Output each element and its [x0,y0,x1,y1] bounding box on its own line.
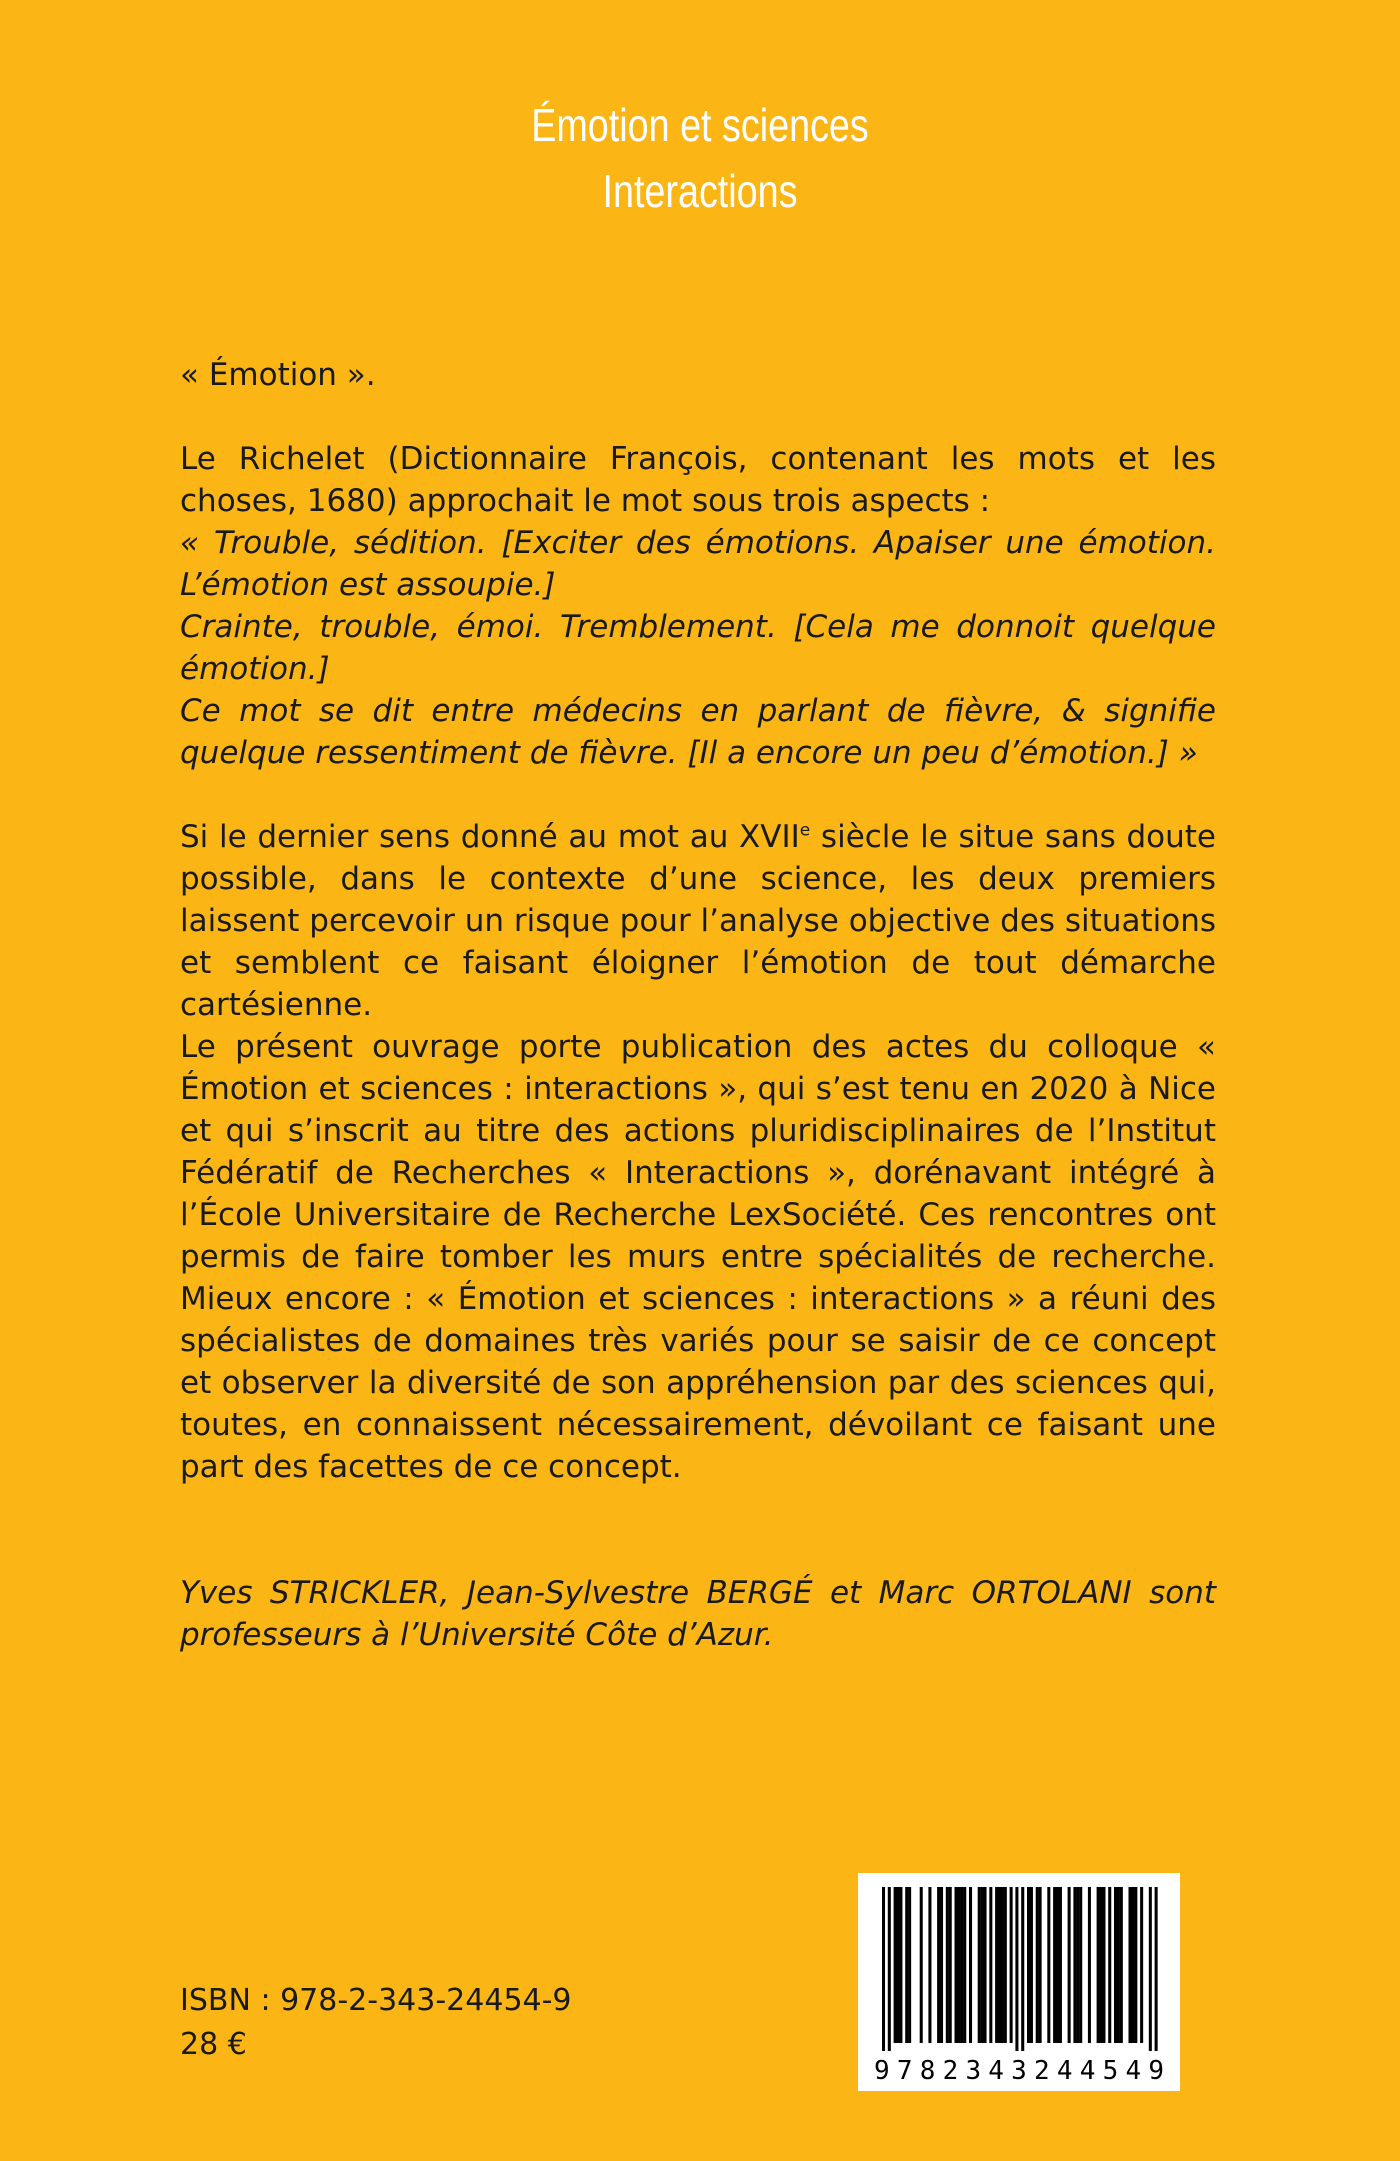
barcode-bar [920,1887,923,2043]
barcode-bar [984,1887,987,2043]
isbn-number: ISBN : 978-2-343-24454-9 [180,1983,572,2018]
barcode-bar [949,1887,952,2043]
barcode-bar [1030,1887,1033,2043]
barcode-graphic [858,1873,1180,2091]
barcode-bar [1053,1887,1056,2043]
barcode-bar [1114,1887,1117,2043]
barcode-bar [1073,1887,1076,2043]
barcode-bar [1088,1887,1091,2043]
barcode-bar [908,1887,911,2043]
barcode-bar [1102,1887,1105,2043]
barcode-bar [1010,1887,1013,2043]
barcode-bar [960,1887,963,2043]
barcode-bar [1004,1887,1007,2043]
barcode-bar [1097,1887,1100,2043]
century-superscript: e [799,820,811,841]
barcode-bar [1120,1887,1123,2043]
sense-3: Ce mot se dit entre médecins en parlant de fièvre, & signifie quelque ressentiment de fièvre. [Il a encore un peu d’émotion.] » [180,693,1216,771]
barcode-bar [928,1887,931,2043]
barcode [858,1873,1180,2091]
barcode-bar [899,1887,902,2043]
barcode-bar [1001,1887,1004,2043]
richelet-intro: Le Richelet (Dictionnaire François, contenant les mots et les choses, 1680) approchait le mot sous trois aspects : [180,441,1216,519]
barcode-bar [1134,1887,1137,2043]
paragraph-history [180,816,1216,1026]
sense-1-line-1: « Trouble, sédition. [Exciter des émotions. Apaiser une émotion. [180,525,1216,561]
authors-note: Yves STRICKLER, Jean-Sylvestre BERGÉ et Marc ORTOLANI sont professeurs à l’Université Côte d’Azur. [180,1575,1216,1653]
barcode-bar [1155,1887,1158,2051]
barcode-bar [978,1887,981,2043]
barcode-bar [995,1887,998,2043]
barcode-bar [1036,1887,1039,2043]
title-line-2: Interactions [602,165,798,217]
barcode-bar [1015,1887,1018,2051]
barcode-bar [1039,1887,1042,2043]
title-line-1: Émotion et sciences [531,99,869,151]
barcode-bar [1100,1887,1103,2043]
barcode-bar [1047,1887,1050,2043]
barcode-bar [882,1887,885,2051]
heading-word: « Émotion ». [180,357,376,393]
barcode-bar [905,1887,908,2043]
barcode-digits: 9782343244549 [874,2056,1164,2086]
richelet-quote [180,522,1216,774]
paragraph-history-start: Si le dernier sens donné au mot au XVII [180,819,800,855]
sense-2: Crainte, trouble, émoi. Tremblement. [Cela me donnoit quelque émotion.] [180,609,1216,687]
barcode-bar [957,1887,960,2043]
barcode-bar [888,1887,891,2051]
barcode-bar [1059,1887,1062,2043]
barcode-bar [1140,1887,1143,2043]
barcode-bar [955,1887,958,2043]
barcode-bar [1149,1887,1152,2051]
barcode-bar [1129,1887,1132,2043]
barcode-bar [963,1887,966,2043]
barcode-bar [946,1887,949,2043]
barcode-bars [882,1887,1158,2051]
barcode-bar [1076,1887,1079,2043]
barcode-bar [1068,1887,1071,2043]
paragraph-colloque: Le présent ouvrage porte publication des actes du colloque « Émotion et sciences : interactions », qui s’est tenu en 2020 à Nice et qui s’inscrit au titre des actions pluridisciplinaires de l’Institut Fédératif de Recherches « Interactions », dorénavant intégré à l’École Universitaire de Recherche LexSociété. Ces rencontres ont permis de faire tomber les murs entre spécialités de recherche. Mieux encore : « Émotion et sciences : interactions » a réuni des spécialistes de domaines très variés pour se saisir de ce concept et observer la diversité de son appréhension par des sciences qui, toutes, en connaissent nécessairement, dévoilant ce faisant une part des facettes de ce concept. [180,1029,1216,1485]
barcode-bar [1131,1887,1134,2043]
isbn-price-block [180,1979,572,2067]
sense-1-line-2: L’émotion est assoupie.] [180,567,556,603]
barcode-bar [1027,1887,1030,2043]
barcode-bar [969,1887,972,2043]
barcode-bar [998,1887,1001,2043]
barcode-bar [1056,1887,1059,2043]
barcode-bar [1108,1887,1111,2043]
book-title [126,92,1274,224]
price: 28 € [180,2027,247,2062]
paragraph-history-end: siècle le situe sans doute possible, dans le contexte d’une science, les deux premiers laissent percevoir un risque pour l’analyse objective des situations et semblent ce faisant éloigner l’émotion de tout démarche cartésienne. [180,819,1216,1023]
barcode-bar [981,1887,984,2043]
barcode-bar [940,1887,943,2043]
barcode-bar [894,1887,897,2043]
barcode-bar [1079,1887,1082,2043]
barcode-bar [989,1887,992,2043]
barcode-bar [1117,1887,1120,2043]
barcode-bar [937,1887,940,2043]
barcode-bar [897,1887,900,2043]
barcode-bar [1021,1887,1024,2051]
